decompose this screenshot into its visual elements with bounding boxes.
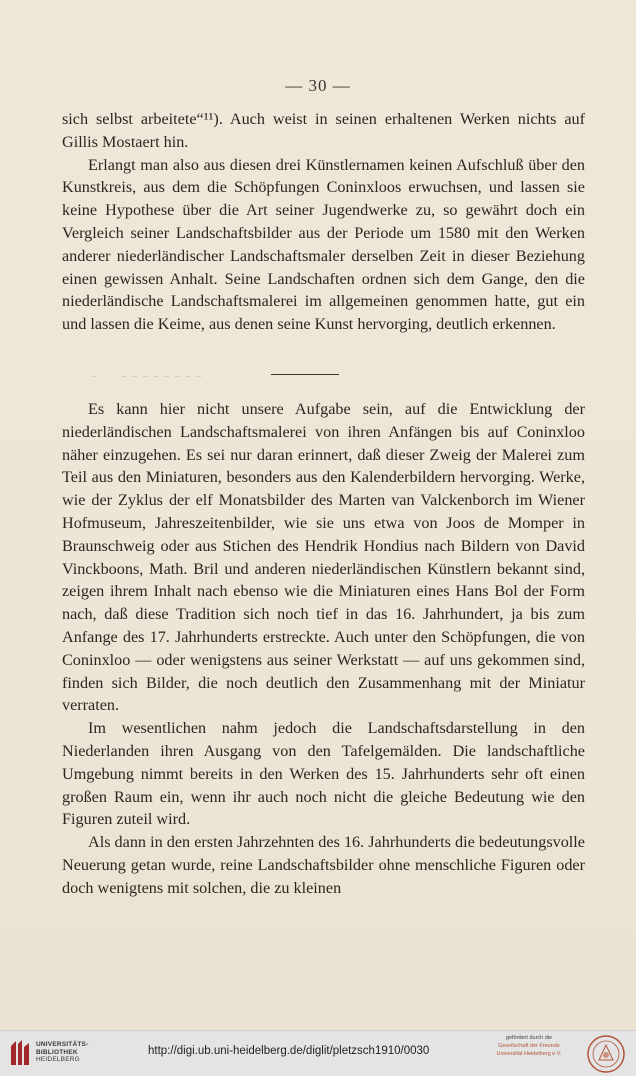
university-library-logo-icon: [8, 1038, 32, 1068]
paragraph: Im wesentlichen nahm jedoch die Landschaftsdarstellung in den Niederlanden ihren Ausgang von den Tafelgemälden. Die landschaftliche Umgebung nimmt bereits in den Werken des 15. Jahrhunderts sehr oft einen großen Raum ein, wenn ihr auch noch nicht die gleiche Bedeutung wie den Figuren zuteil wird.: [62, 719, 585, 829]
permalink[interactable]: http://digi.ub.uni-heidelberg.de/diglit/pletzsch1910/0030: [148, 1045, 430, 1057]
sponsor-line: Universität Heidelberg e.V.: [496, 1051, 562, 1057]
section-divider: [271, 374, 339, 375]
page-number: — 30 —: [285, 76, 351, 95]
paragraph: Erlangt man also aus diesen drei Künstlernamen keinen Aufschluß über den Kunstkreis, aus dem die Schöpfungen Coninxloos erwuchsen, und lassen sie keine Hypothese über die Art seiner Jugendwerke zu, so gewährt doch ein Vergleich seiner Landschaftsbilder aus der Periode um 1580 mit den Werken anderer niederländischer Landschaftsmaler derselben Zeit in dieser Beziehung einen gewissen Anhalt. Seine Landschaften ordnen sich dem Gange, den die niederländische Landschaftsmalerei im allgemeinen genommen hatte, gut ein und lassen die Keime, aus denen seine Kunst hervorging, deutlich erkennen.: [62, 155, 585, 334]
library-name-line: UNIVERSITÄTS-: [36, 1041, 89, 1048]
university-seal-icon: [586, 1034, 626, 1074]
bleed-through-marks: ‒ · · ‒ ‒ ‒ ‒ ‒ ‒ ‒ ‒: [92, 371, 203, 377]
text-block-bottom: [62, 398, 585, 900]
paragraph: Als dann in den ersten Jahrzehnten des 16. Jahrhunderts die bedeutungsvolle Neuerung getan wurde, reine Landschaftsbilder ohne menschliche Figuren oder doch wenigtens mit solchen, die zu kleinen: [62, 833, 585, 897]
sponsor-line: gefördert durch die: [505, 1035, 553, 1041]
paragraph: Es kann hier nicht unsere Aufgabe sein, auf die Entwicklung der niederländischen Landschaftsmalerei von ihren Anfängen bis auf Coninxloo näher einzugehen. Es sei nur daran erinnert, daß dieser Zweig der Malerei zum Teil aus den Miniaturen, besonders aus den Kalenderbildern hervorging. Werke, wie der Zyklus der elf Monatsbilder des Marten van Valckenborch im Wiener Hofmuseum, Jahreszeitenbilder, wie sie uns etwa von Joos de Momper in Braunschweig oder aus Stichen des Hendrik Hondius nach Bildern von David Vinckboons, Math. Bril und anderen niederländischen Künstlern bekannt sind, zeigen ihrem Inhalt nach ebenso wie die Miniaturen eines Hans Bol der Form nach, daß diese Tradition sich noch tief in das 16. Jahrhundert, ja bis zum Anfange des 17. Jahrhunderts erstreckte. Auch unter den Schöpfungen, die von Coninxloo — oder wenigstens aus seiner Werkstatt — auf uns gekommen sind, finden sich Bilder, die noch deutlich den Zusammenhang mit der Miniatur verraten.: [62, 400, 585, 715]
library-name: [36, 1041, 88, 1064]
paragraph-continuation: sich selbst arbeitete“¹¹). Auch weist in seinen erhaltenen Werken nichts auf Gillis Mostaert hin.: [62, 110, 585, 151]
sponsor-line: Gesellschaft der Freunde: [498, 1043, 560, 1049]
footer-bar: [0, 1030, 636, 1076]
library-name-line: BIBLIOTHEK: [36, 1048, 78, 1056]
library-name-line: HEIDELBERG: [36, 1056, 80, 1064]
sponsor-note: [478, 1034, 580, 1058]
text-block-top: [62, 108, 585, 336]
